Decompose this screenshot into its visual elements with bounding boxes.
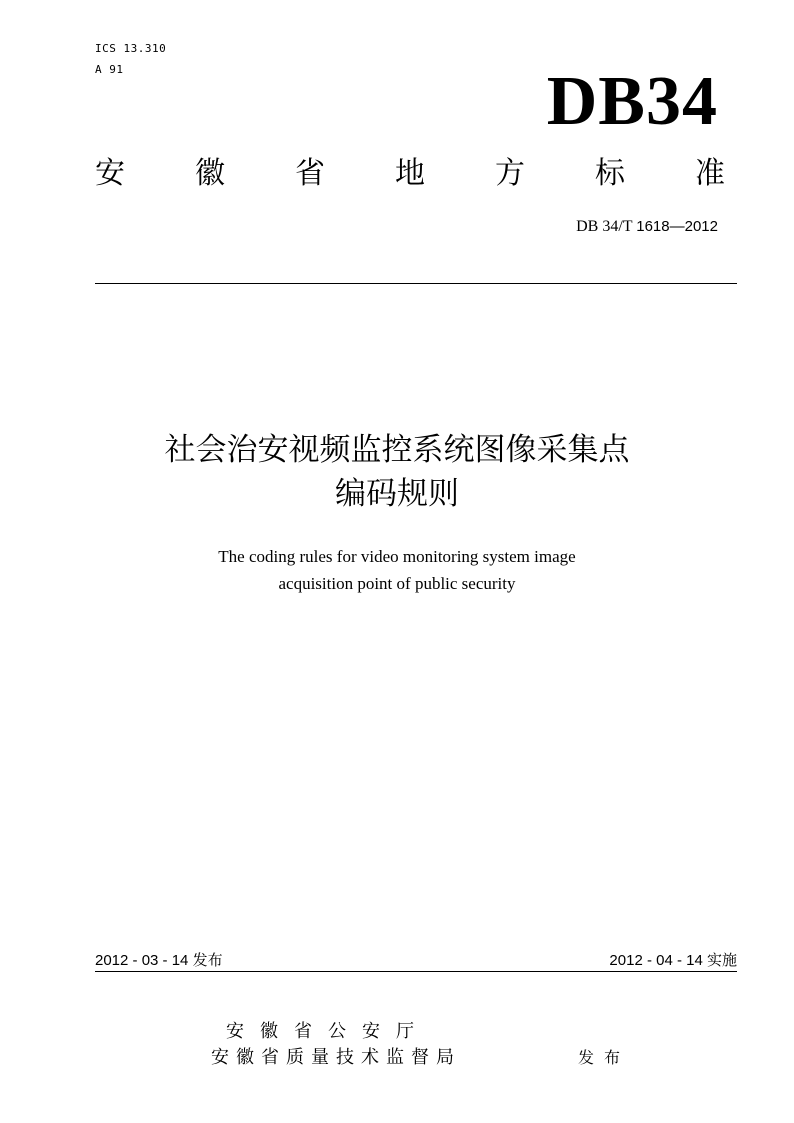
category-char: 安 [95,156,125,191]
title-en-line2: acquisition point of public security [278,574,516,593]
title-english [0,543,794,597]
title-zh-line2: 编码规则 [335,476,459,512]
effective-date: 2012 - 04 - 14 实施 [609,952,737,969]
title-en-line1: The coding rules for video monitoring system image [218,547,576,566]
standard-number [576,216,718,238]
ccs-code: A 91 [95,63,124,76]
category-char: 方 [495,156,525,191]
publish-label: 发布 [578,1048,631,1067]
category-char: 省 [295,156,325,191]
standard-category [95,152,725,196]
header-divider [95,283,737,284]
ics-code: ICS 13.310 [95,42,167,55]
date-divider [95,971,737,972]
standard-number-prefix: DB 34/T [576,218,637,235]
category-char: 地 [395,156,425,191]
category-char: 准 [695,156,725,191]
standard-mark: DB34 [546,63,718,140]
standard-number-rest: 1618—2012 [636,218,718,235]
issuer-public-security: 安徽省公安厅 [226,1021,430,1042]
title-zh-line1: 社会治安视频监控系统图像采集点 [164,432,630,468]
issue-date: 2012 - 03 - 14 发布 [95,952,223,969]
issuer-quality-supervision: 安徽省质量技术监督局 [211,1047,461,1068]
category-char: 徽 [195,156,225,191]
title-chinese [0,428,794,516]
category-char: 标 [595,156,625,191]
